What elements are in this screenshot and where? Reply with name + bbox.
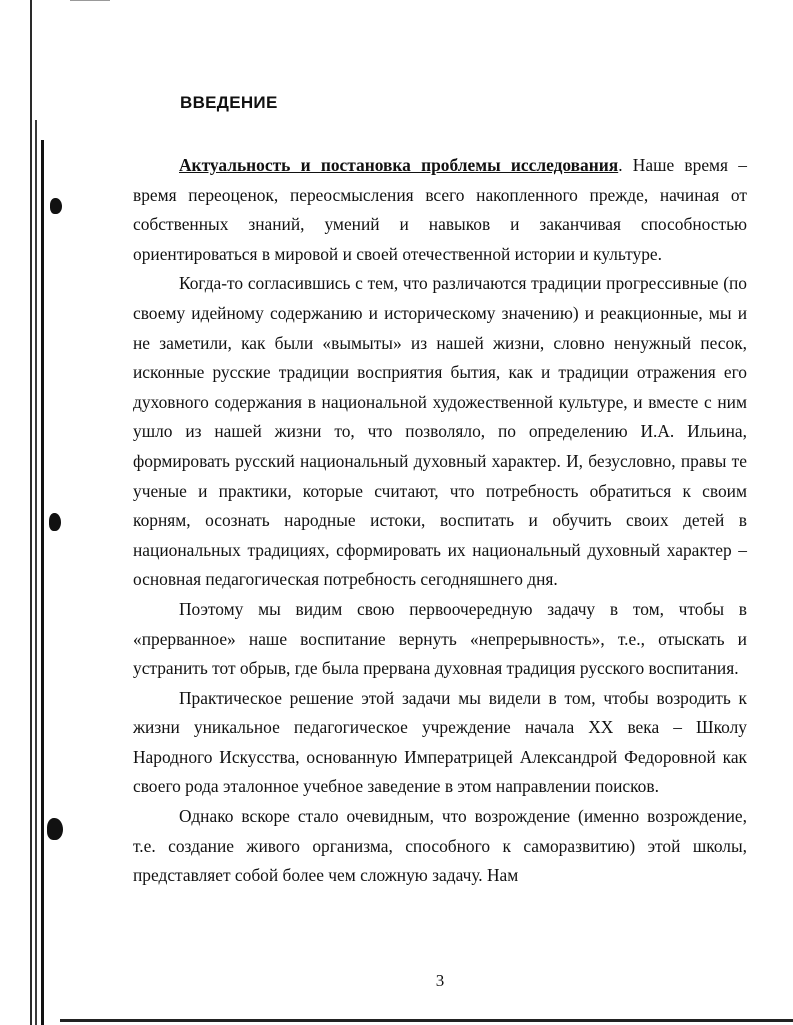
page-number: 3 [435, 971, 445, 990]
binding-edge-line [41, 140, 44, 1025]
binding-hole-mark [50, 198, 62, 214]
paragraph: Практическое решение этой задачи мы видели в том, чтобы возродить к жизни уникальное педагогическое учреждение начала XX века – Школу Народного Искусства, основанную Императрицей Александрой Федоровной как своего рода эталонное учебное заведение в этом направлении поисков. [133, 687, 747, 797]
lead-phrase: Актуальность и постановка проблемы исследования [179, 155, 619, 175]
paragraph: Однако вскоре стало очевидным, что возрождение (именно возрождение, т.е. создание живого организма, способного к саморазвитию) этой школы, представляет собой более чем сложную задачу. Нам [133, 806, 747, 886]
scan-bottom-edge [60, 1019, 793, 1022]
paragraph: Поэтому мы видим свою первоочередную задачу в том, чтобы в «прерванное» наше воспитание вернуть «непрерывность», т.е., отыскать и устранить тот обрыв, где была прервана духовная традиция русского воспитания. [133, 598, 747, 679]
paragraph [133, 151, 747, 269]
binding-edge-line [35, 120, 37, 1025]
paragraph-text: . Наше время – время переоценок, переосмысления всего накопленного прежде, начиная от собственных знаний, умений и навыков и заканчивая способностью ориентироваться в мировой и своей отечественной истории и культуре. [133, 155, 747, 264]
body-text [133, 151, 747, 891]
binding-hole-mark [49, 513, 61, 531]
binding-hole-mark [47, 818, 63, 840]
page-heading: ВВЕДЕНИЕ [180, 93, 278, 112]
binding-edge-line [30, 0, 32, 1025]
paragraph: Когда-то согласившись с тем, что различаются традиции прогрессивные (по своему идейному содержанию и историческому значению) и реакционные, мы и не заметили, как были «вымыты» из нашей жизни, словно ненужный песок, исконные русские традиции восприятия бытия, как и традиции отражения его духовного содержания в национальной художественной культуре, и вместе с ним ушло из нашей жизни то, что позволяло, по определению И.А. Ильина, формировать русский национальный духовный характер. И, безусловно, правы те ученые и практики, которые считают, что потребность обратиться к своим корням, осознать народные истоки, воспитать и обучить своих детей в национальных традициях, сформировать их национальный духовный характер – основная педагогическая потребность сегодняшнего дня. [133, 273, 747, 590]
scan-top-mark [70, 0, 110, 1]
